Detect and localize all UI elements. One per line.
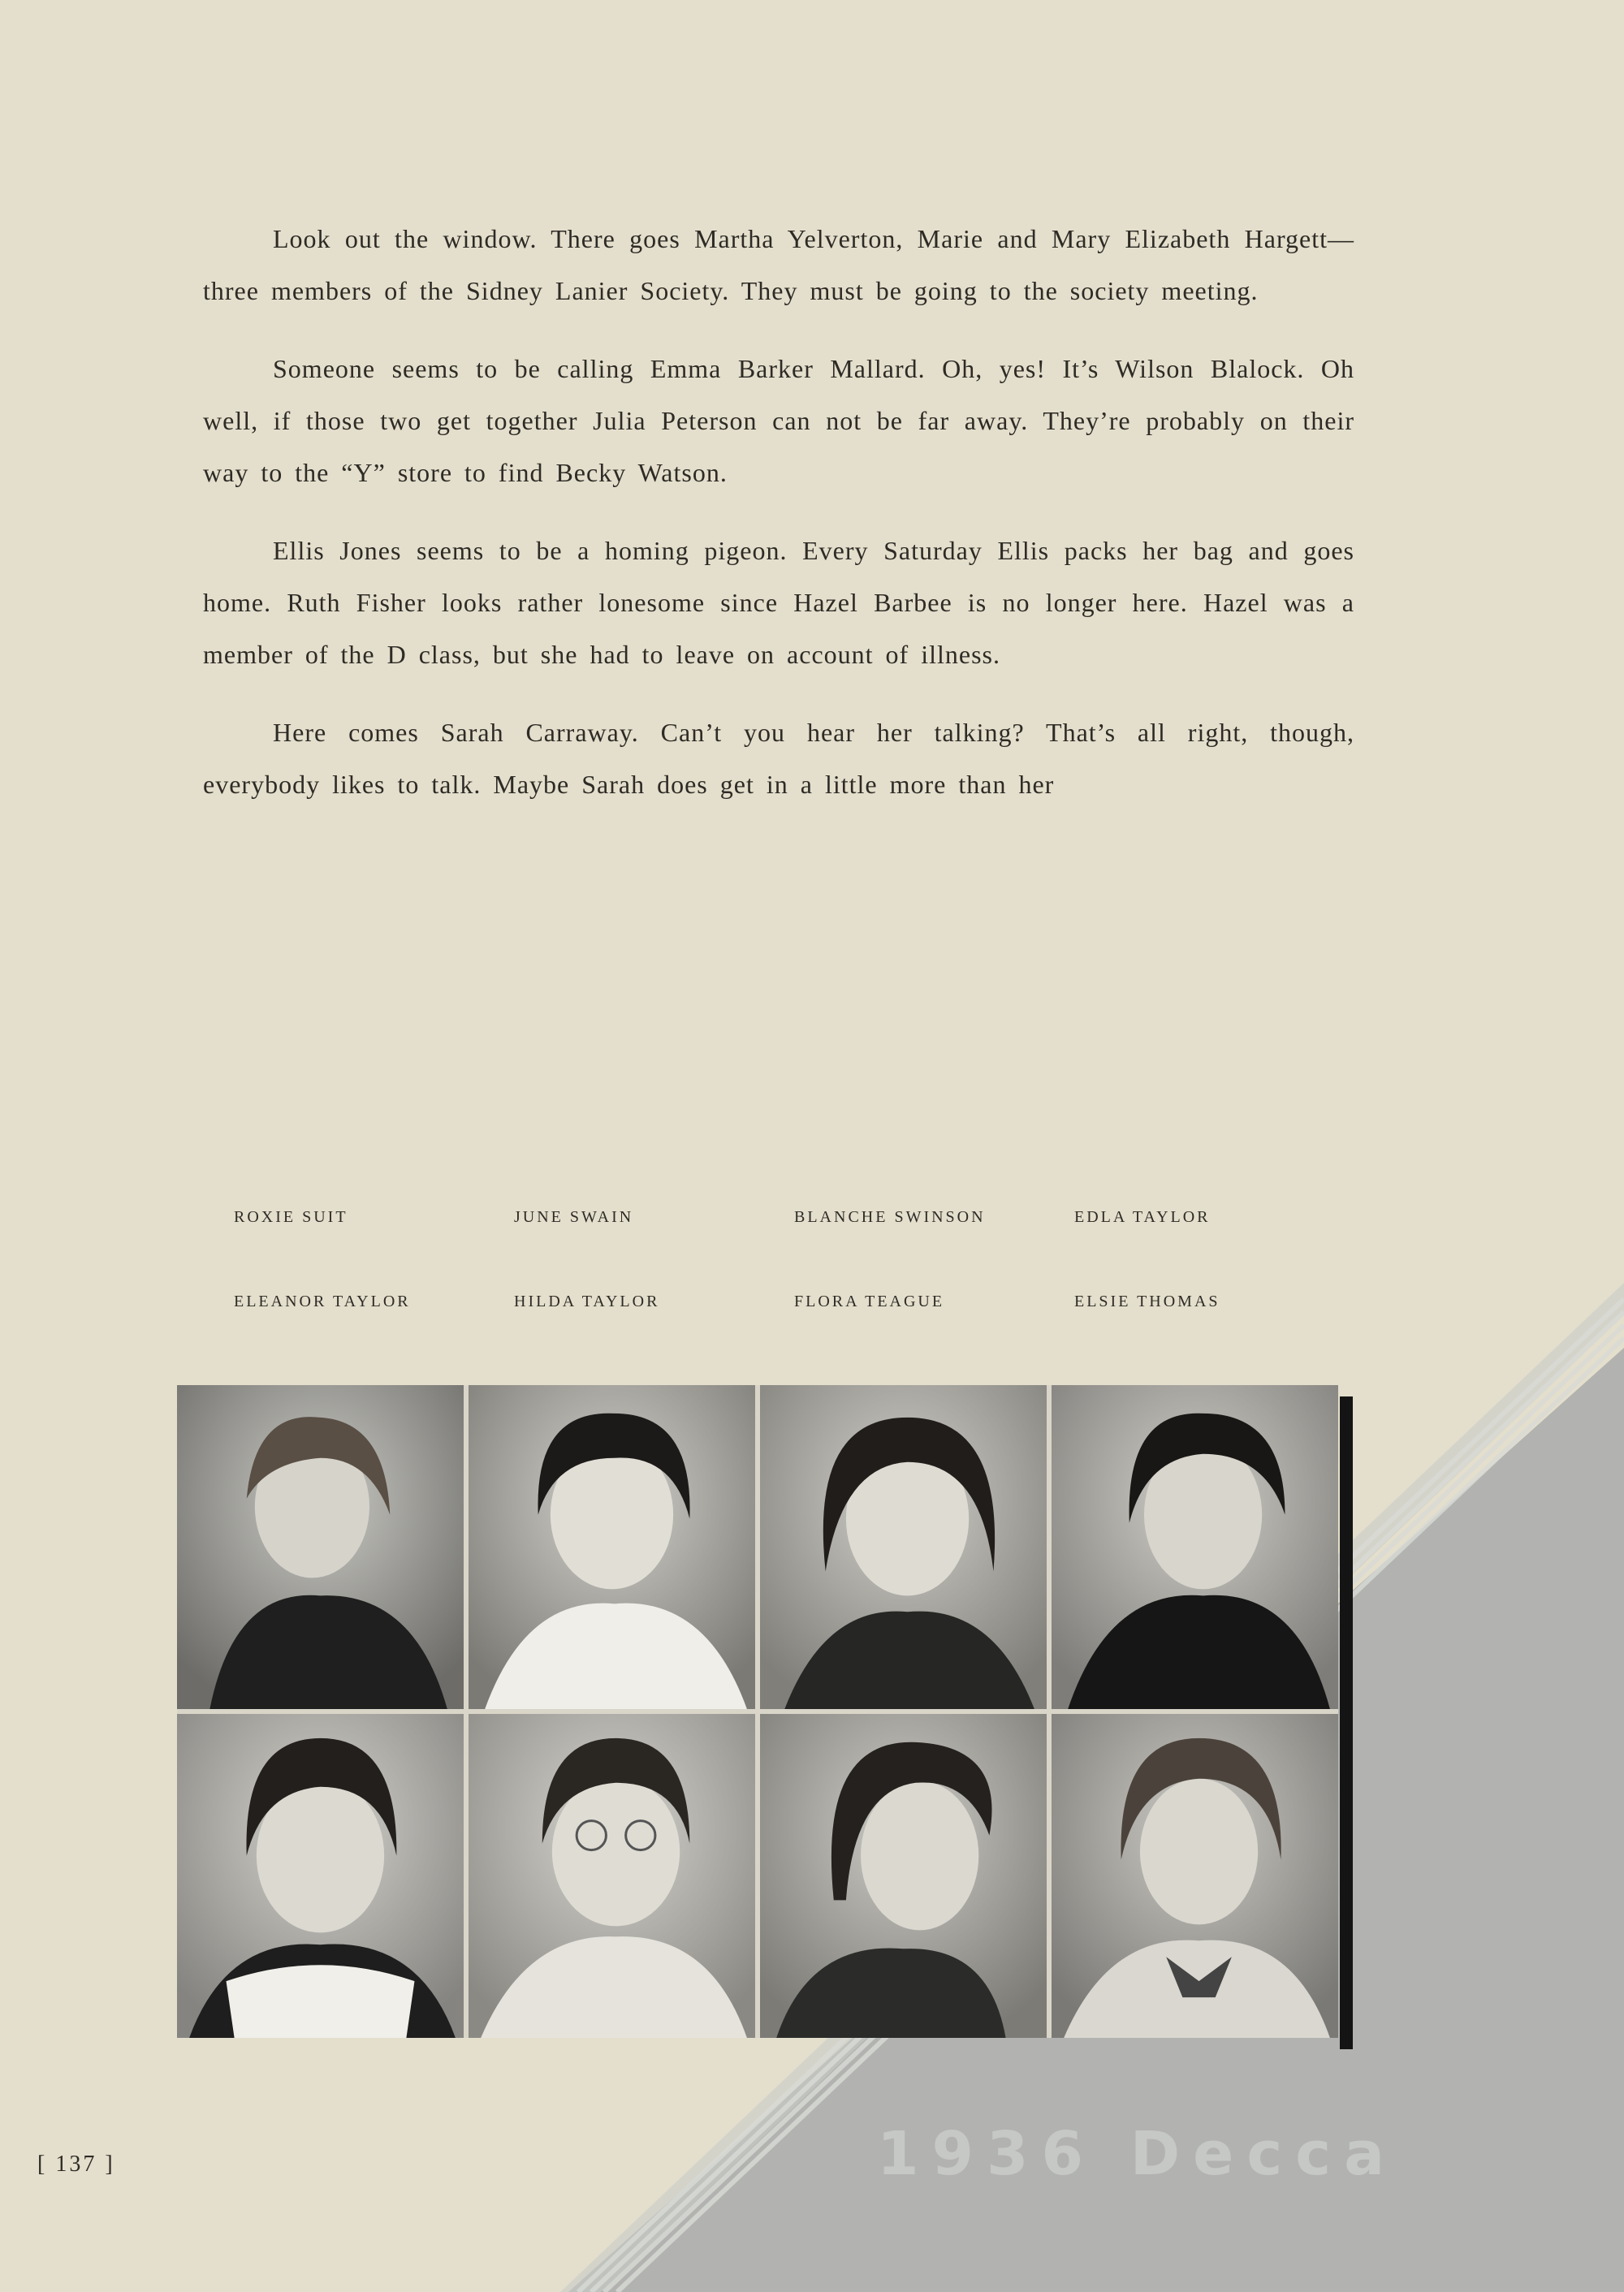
paragraph: Here comes Sarah Carraway. Can’t you hear her talking? That’s all right, though, everybody likes to talk. Maybe Sarah does get in a little more than her	[203, 718, 1354, 799]
portrait-photo	[177, 1385, 464, 1709]
portrait-grid	[177, 1385, 1338, 2038]
student-name: HILDA TAYLOR	[514, 1293, 660, 1310]
student-name: JUNE SWAIN	[514, 1208, 634, 1226]
name-row-bottom	[234, 1293, 1354, 1377]
student-name: ELSIE THOMAS	[1074, 1293, 1220, 1310]
student-name: EDLA TAYLOR	[1074, 1208, 1211, 1226]
photo-caption-names	[234, 1208, 1354, 1377]
portrait-photo	[177, 1714, 464, 2038]
yearbook-logo: 1936 Decca	[877, 2119, 1397, 2189]
paragraph: Someone seems to be calling Emma Barker Mallard. Oh, yes! It’s Wilson Blalock. Oh well, if those two get together Julia Peterson can not be far away. They’re probably on their way to the “Y” store to find Becky Watson.	[203, 354, 1354, 487]
portrait-photo	[1052, 1714, 1338, 2038]
photo-border-bar	[1340, 1396, 1353, 2049]
portrait-photo	[469, 1385, 755, 1709]
portrait-photo	[760, 1714, 1047, 2038]
portrait-photo	[760, 1385, 1047, 1709]
paragraph: Ellis Jones seems to be a homing pigeon. Every Saturday Ellis packs her bag and goes home. Ruth Fisher looks rather lonesome since Hazel Barbee is no longer here. Hazel was a member of the D class, but she had to leave on account of illness.	[203, 536, 1354, 669]
student-name: ROXIE SUIT	[234, 1208, 348, 1226]
student-name: FLORA TEAGUE	[794, 1293, 945, 1310]
page-number: [ 137 ]	[37, 2152, 115, 2177]
portrait-photo	[469, 1714, 755, 2038]
name-row-top	[234, 1208, 1354, 1293]
portrait-photo	[1052, 1385, 1338, 1709]
student-name: ELEANOR TAYLOR	[234, 1293, 411, 1310]
student-name: BLANCHE SWINSON	[794, 1208, 986, 1226]
body-text	[203, 213, 1354, 836]
paragraph: Look out the window. There goes Martha Yelverton, Marie and Mary Elizabeth Hargett—three members of the Sidney Lanier Society. They must be going to the society meeting.	[203, 224, 1354, 305]
